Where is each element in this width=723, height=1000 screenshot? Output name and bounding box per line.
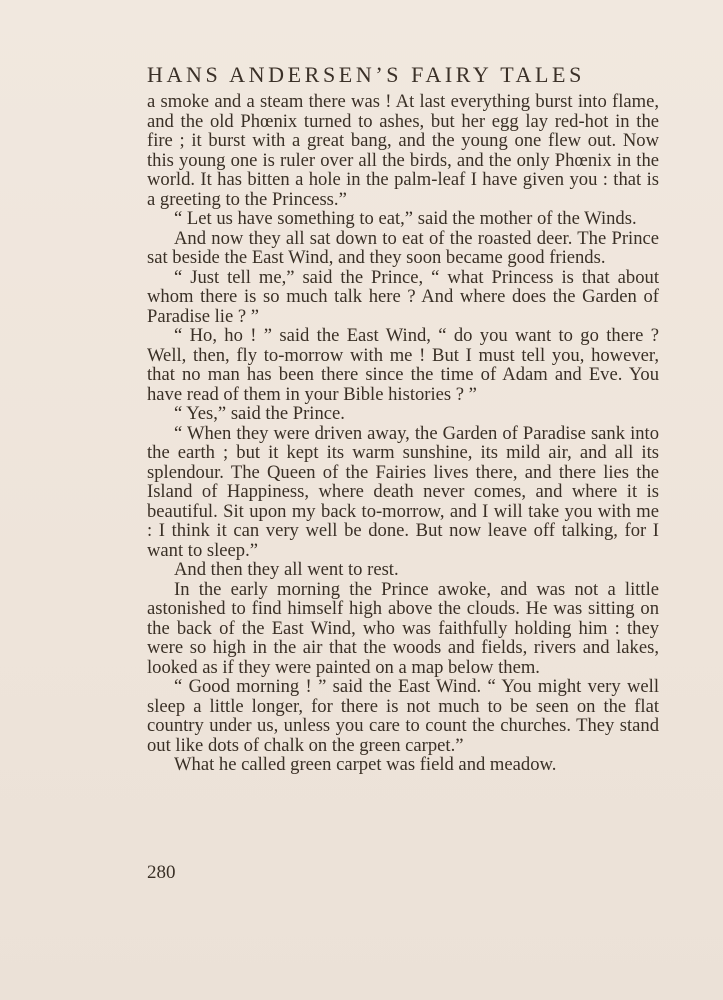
paragraph: “ Good morning ! ” said the East Wind. “ You might very well sleep a little longer, for there is not much to be seen on the flat country under us, unless you care to count the churches. They stand out like dots of chalk on the green carpet.”	[147, 676, 659, 756]
paragraph: What he called green carpet was field and meadow.	[174, 754, 557, 775]
page-number: 280	[147, 862, 176, 883]
paragraph: “ Yes,” said the Prince.	[174, 403, 345, 424]
paragraph: “ Just tell me,” said the Prince, “ what Princess is that about whom there is so much talk here ? And where does the Garden of Paradise lie ? ”	[147, 266, 659, 327]
paragraph: “ When they were driven away, the Garden of Paradise sank into the earth ; but it kept its warm sunshine, its mild air, and all its splendour. The Queen of the Fairies lives there, and there lies the Island of Happiness, where death never comes, and where it is beautiful. Sit upon my back to-morrow, and I will take you with me : I think it can very well be done. But now leave off talking, for I want to sleep.”	[147, 422, 659, 561]
paragraph: And now they all sat down to eat of the roasted deer. The Prince sat beside the East Wind, and they soon became good friends.	[147, 227, 659, 268]
paragraph: “ Let us have something to eat,” said the mother of the Winds.	[174, 208, 637, 229]
paragraph: In the early morning the Prince awoke, and was not a little astonished to find himself high above the clouds. He was sitting on the back of the East Wind, who was faithfully holding him : they were so high in the air that the woods and fields, rivers and lakes, looked as if they were painted on a map below them.	[147, 578, 659, 678]
paragraph: “ Ho, ho ! ” said the East Wind, “ do you want to go there ? Well, then, fly to-morrow with me ! But I must tell you, however, that no man has been there since the time of Adam and Eve. You have read of them in your Bible histories ? ”	[147, 325, 659, 405]
body-text	[147, 92, 659, 775]
paragraph: And then they all went to rest.	[174, 559, 399, 580]
paragraph-continuation: a smoke and a steam there was ! At last everything burst into flame, and the old Phœnix turned to ashes, but her egg lay red-hot in the fire ; it burst with a great bang, and the young one flew out. Now this young one is ruler over all the birds, and the only Phœnix in the world. It has bitten a hole in the palm-leaf I have given you : that is a greeting to the Princess.”	[147, 91, 659, 210]
running-head: HANS ANDERSEN’S FAIRY TALES	[147, 62, 585, 87]
